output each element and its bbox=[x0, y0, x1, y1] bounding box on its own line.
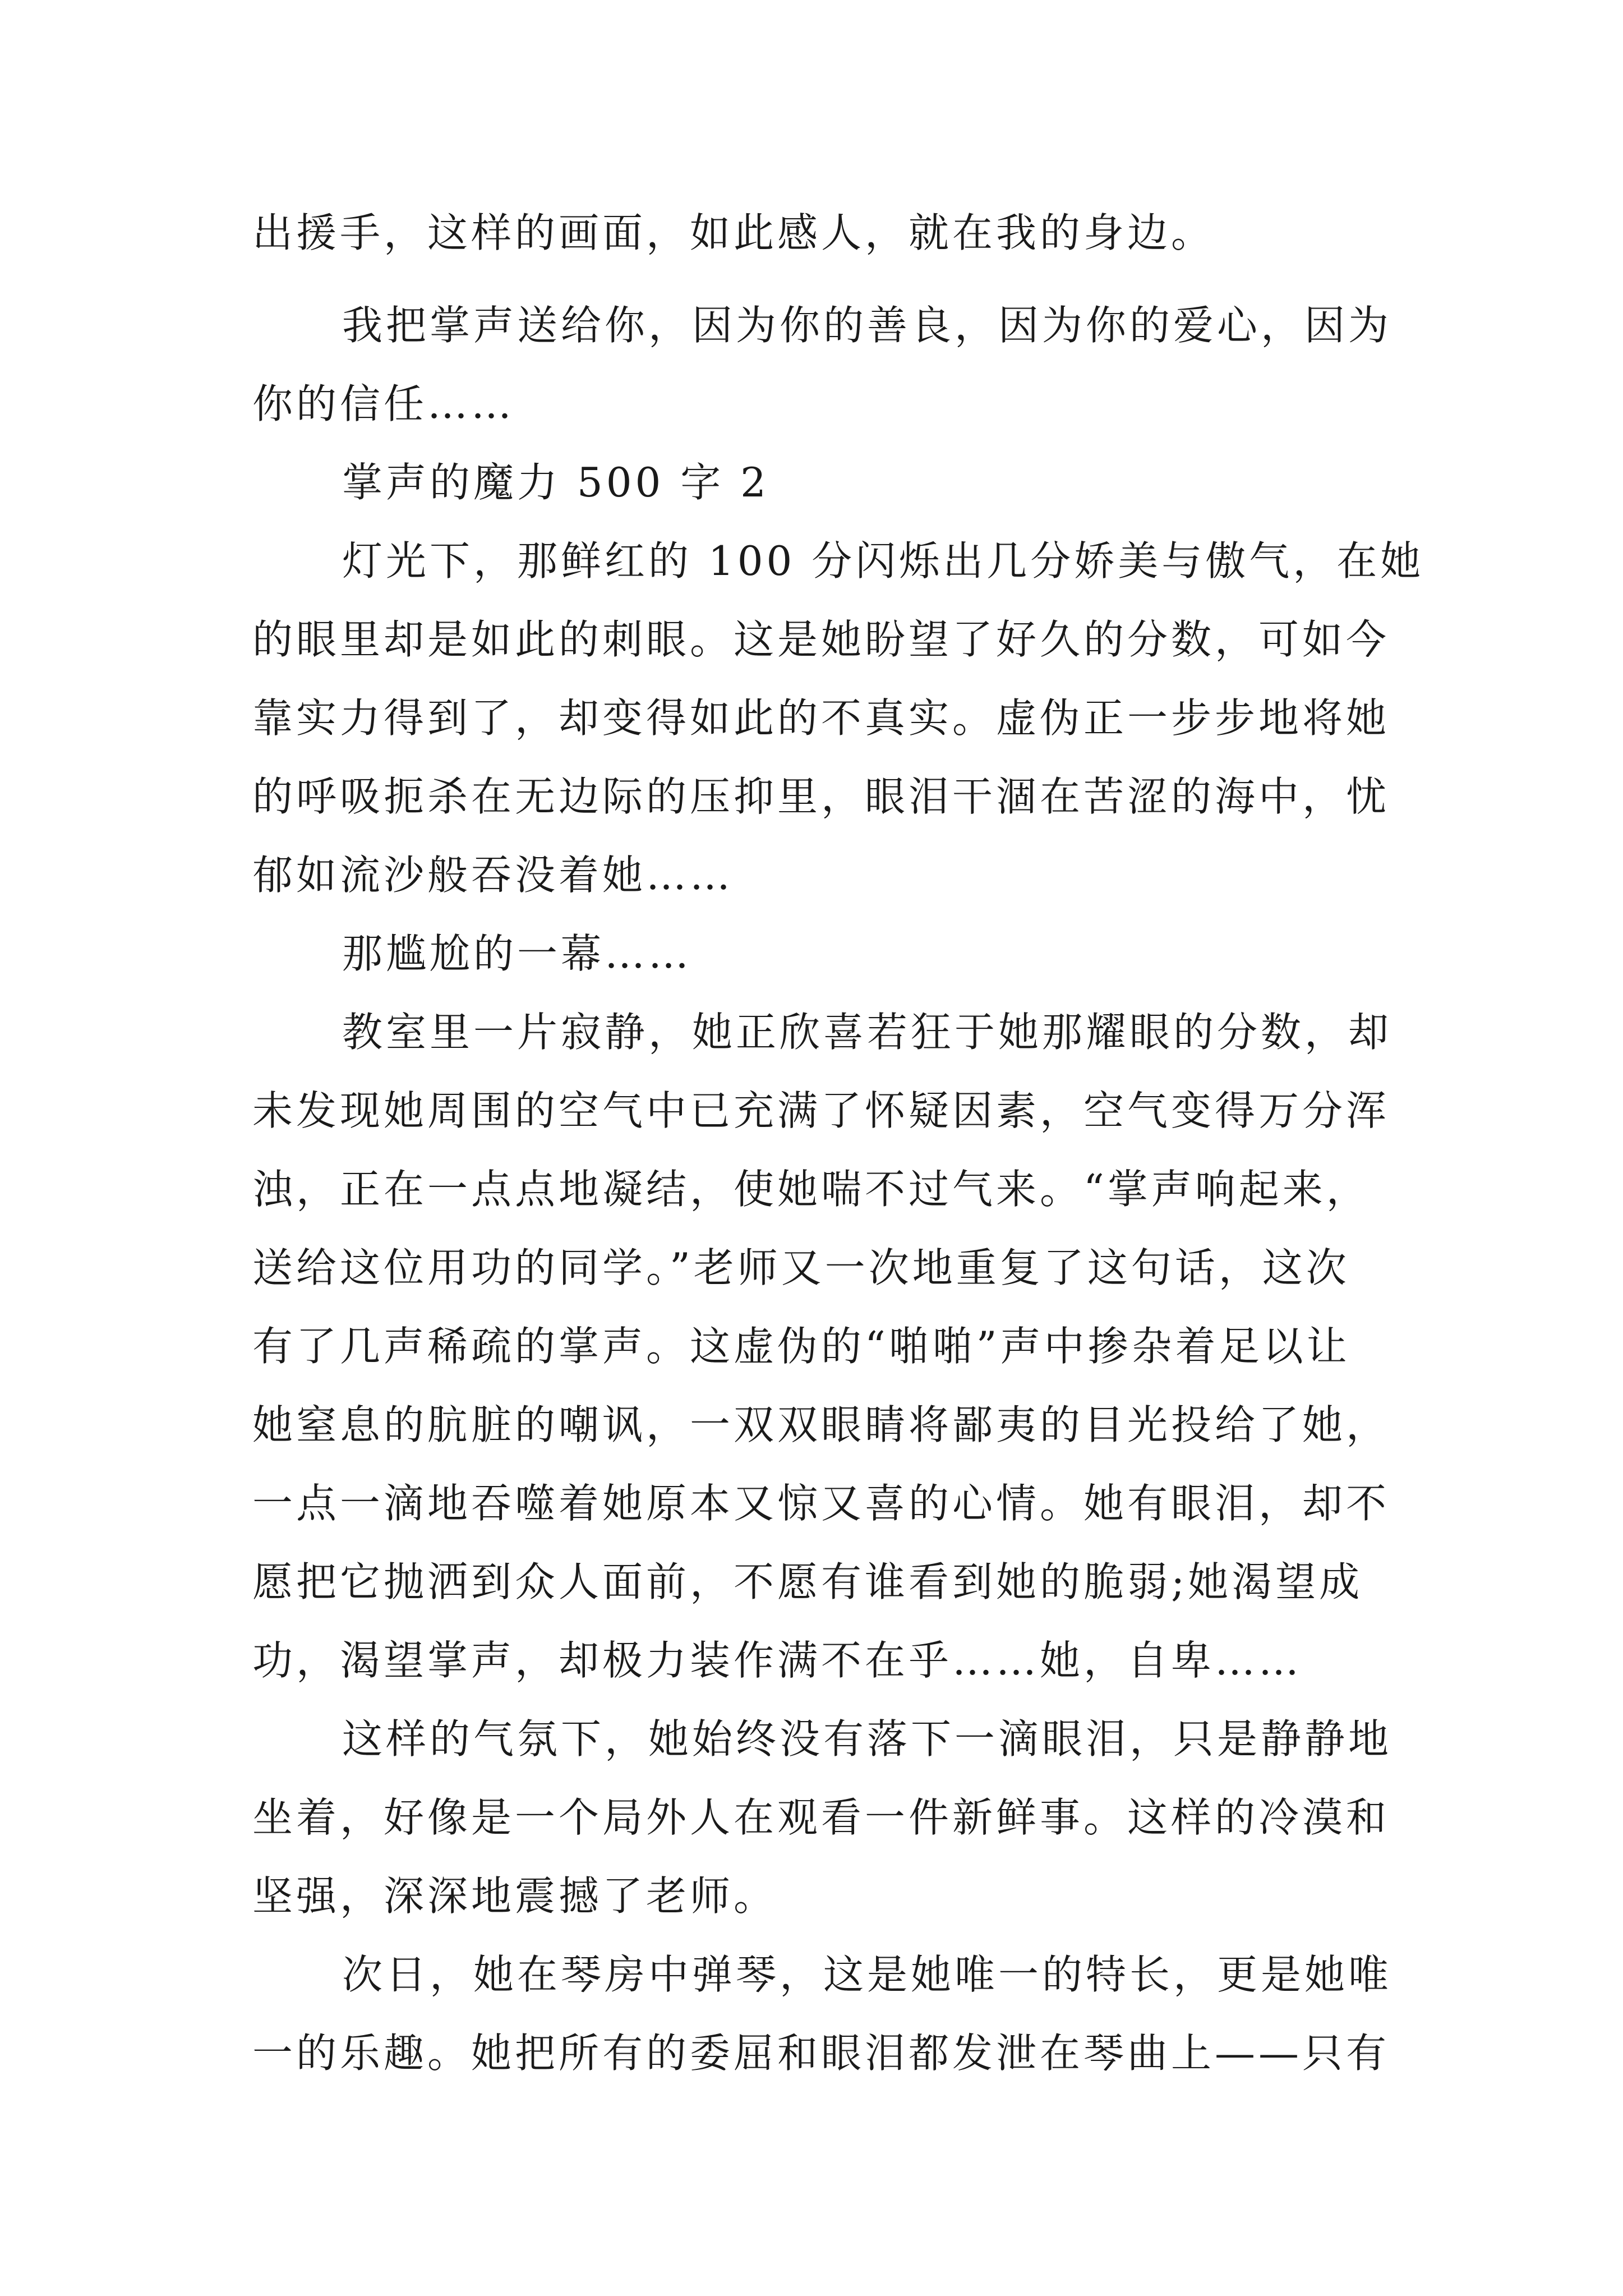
text-line: 未发现她周围的空气中已充满了怀疑因素，空气变得万分浑 bbox=[252, 1087, 1390, 1134]
text-line: 功，渴望掌声，却极力装作满不在乎……她，自卑…… bbox=[252, 1637, 1303, 1684]
text-line: 郁如流沙般吞没着她…… bbox=[252, 852, 734, 899]
text-line: 有了几声稀疏的掌声。这虚伪的“啪啪”声中掺杂着足以让 bbox=[252, 1323, 1350, 1370]
text-line: 你的信任…… bbox=[252, 380, 515, 427]
text-line: 坚强，深深地震撼了老师。 bbox=[252, 1872, 778, 1920]
paragraph-start: 教室里一片寂静，她正欣喜若狂于她那耀眼的分数，却 bbox=[342, 1009, 1393, 1056]
text-line: 她窒息的肮脏的嘲讽，一双双眼睛将鄙夷的目光投给了她， bbox=[252, 1401, 1390, 1448]
paragraph-start: 那尴尬的一幕…… bbox=[342, 930, 693, 977]
paragraph-start: 灯光下，那鲜红的 100 分闪烁出几分娇美与傲气，在她 bbox=[342, 537, 1424, 585]
text-line: 的呼吸扼杀在无边际的压抑里，眼泪干涸在苦涩的海中，忧 bbox=[252, 773, 1390, 820]
text-line: 靠实力得到了，却变得如此的不真实。虚伪正一步步地将她 bbox=[252, 694, 1390, 742]
section-heading: 掌声的魔力 500 字 2 bbox=[342, 459, 769, 506]
text-line: 一的乐趣。她把所有的委屈和眼泪都发泄在琴曲上——只有 bbox=[252, 2030, 1390, 2077]
text-line: 浊，正在一点点地凝结，使她喘不过气来。“掌声响起来， bbox=[252, 1166, 1370, 1213]
text-line: 的眼里却是如此的刺眼。这是她盼望了好久的分数，可如今 bbox=[252, 616, 1390, 663]
text-line: 坐着，好像是一个局外人在观看一件新鲜事。这样的冷漠和 bbox=[252, 1794, 1390, 1841]
text-line: 愿把它抛洒到众人面前，不愿有谁看到她的脆弱;她渴望成 bbox=[252, 1558, 1363, 1605]
paragraph-start: 这样的气氛下，她始终没有落下一滴眼泪，只是静静地 bbox=[342, 1715, 1393, 1763]
paragraph-start: 次日，她在琴房中弹琴，这是她唯一的特长，更是她唯 bbox=[342, 1951, 1393, 1998]
paragraph-start: 我把掌声送给你，因为你的善良，因为你的爱心，因为 bbox=[342, 302, 1393, 349]
text-line: 出援手，这样的画面，如此感人，就在我的身边。 bbox=[252, 209, 1215, 256]
text-line: 一点一滴地吞噬着她原本又惊又喜的心情。她有眼泪，却不 bbox=[252, 1480, 1390, 1527]
text-line: 送给这位用功的同学。”老师又一次地重复了这句话，这次 bbox=[252, 1244, 1350, 1291]
